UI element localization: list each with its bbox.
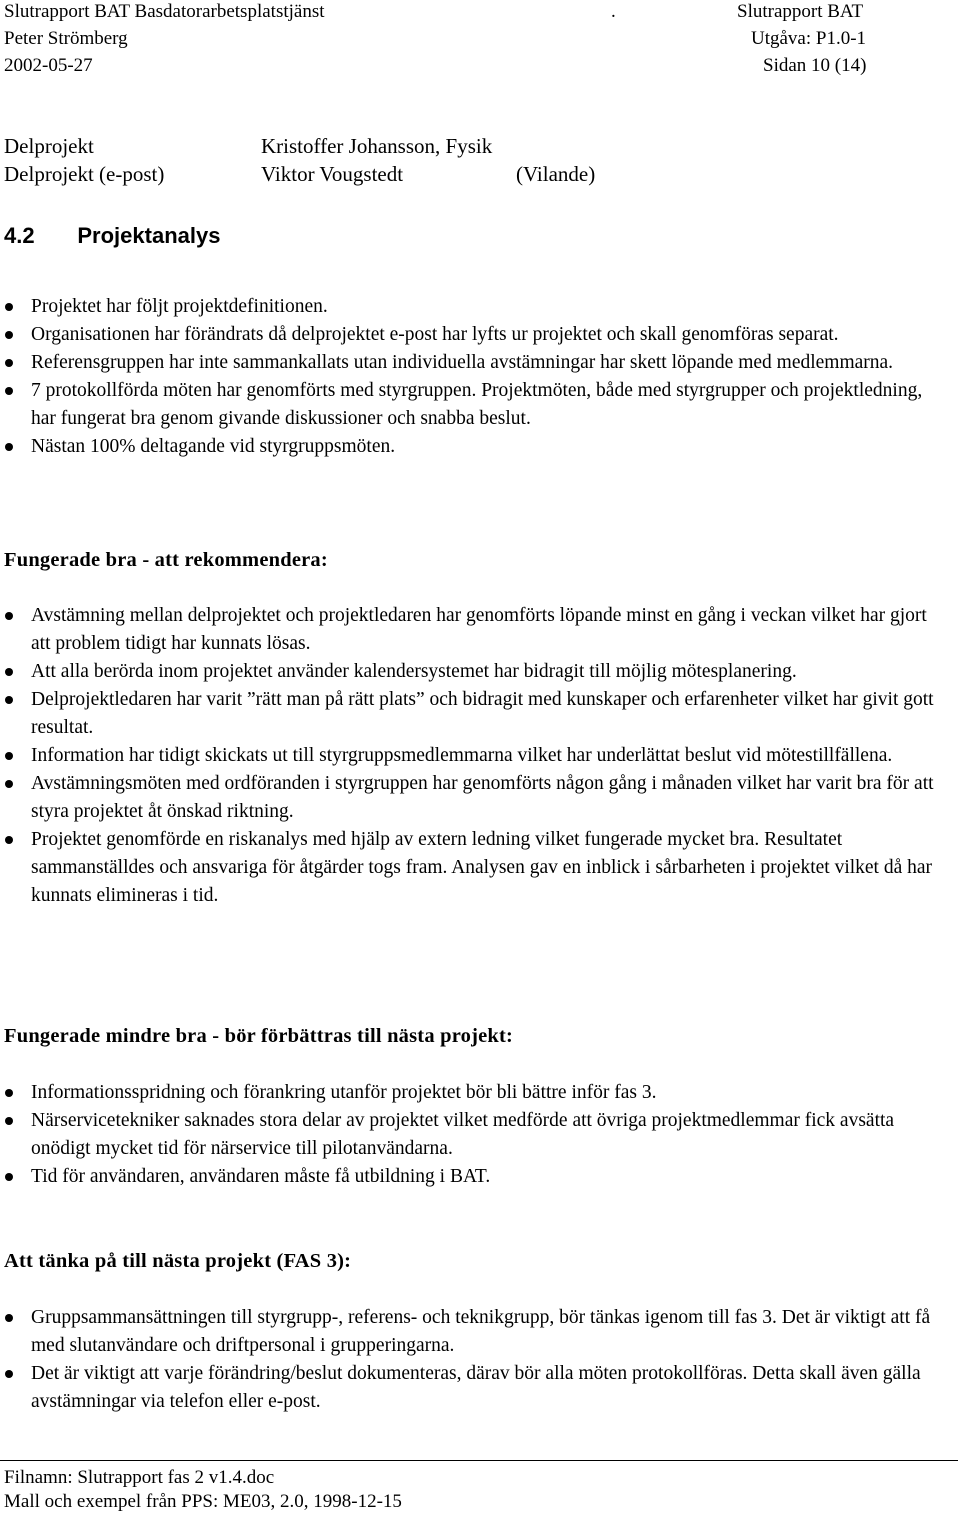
analysis-list [0,293,950,461]
list-item-text: Det är viktigt att varje förändring/beslut dokumenteras, därav bör alla möten protokollföras. Detta skall även gälla avstämningar via telefon eller e-post. [31,1363,921,1412]
next-heading: Att tänka på till nästa projekt (FAS 3): [4,1250,352,1272]
info-status-inactive: (Vilande) [516,162,596,186]
list-item-text: Tid för användaren, användaren måste få utbildning i BAT. [31,1166,491,1187]
bullet-icon [5,836,13,844]
list-item [0,293,950,321]
bullet-icon [5,359,13,367]
list-item [0,686,950,742]
bullet-icon [5,387,13,395]
section-title: 4.2 Projektanalys [4,223,221,248]
header-page-number: Sidan 10 (14) [763,55,867,76]
list-item [0,770,950,826]
bad-list [0,1079,950,1191]
header-separator: . [611,1,616,22]
bullet-icon [5,752,13,760]
list-item-text: Avstämningsmöten med ordföranden i styrgruppen har genomförts någon gång i månaden vilket har varit bra för att styra projektet åt önskad riktning. [31,773,934,822]
header-short-title: Slutrapport BAT [737,1,864,22]
footer-template-info: Mall och exempel från PPS: ME03, 2.0, 1998-12-15 [4,1491,402,1512]
bullet-icon [5,1173,13,1181]
list-item-text: Projektet genomförde en riskanalys med hjälp av extern ledning vilket fungerade mycket bra. Resultatet sammanställdes och ansvariga för åtgärder togs fram. Analysen gav en inblick i sårbarheten i projektet vilket då har kunnats elimineras i tid. [31,829,933,906]
next-list [0,1304,950,1416]
bullet-icon [5,668,13,676]
list-item [0,321,950,349]
info-label-subproject: Delprojekt [4,134,94,158]
list-item [0,826,950,910]
info-value-subproject: Kristoffer Johansson, Fysik [261,134,493,158]
header-author: Peter Strömberg [4,28,128,49]
bullet-icon [5,331,13,339]
bullet-icon [5,780,13,788]
bullet-icon [5,612,13,620]
list-item-text: Projektet har följt projektdefinitionen. [31,296,328,317]
list-item [0,602,950,658]
list-item [0,1107,950,1163]
bullet-icon [5,1089,13,1097]
bullet-icon [5,303,13,311]
list-item-text: Information har tidigt skickats ut till styrgruppsmedlemmarna vilket har underlättat beslut vid mötestillfällena. [31,745,893,766]
list-item [0,1304,950,1360]
list-item [0,742,950,770]
footer-divider [0,1460,958,1461]
list-item-text: Delprojektledaren har varit ”rätt man på rätt plats” och bidragit med kunskaper och erfarenheter vilket har givit gott resultat. [31,689,934,738]
header-date: 2002-05-27 [4,55,93,76]
bullet-icon [5,696,13,704]
list-item-text: Nästan 100% deltagande vid styrgruppsmöten. [31,436,396,457]
list-item [0,658,950,686]
list-item [0,1163,950,1191]
list-item [0,1360,950,1416]
bullet-icon [5,1370,13,1378]
bullet-icon [5,1117,13,1125]
list-item-text: Referensgruppen har inte sammankallats utan individuella avstämningar har skett löpande med medlemmarna. [31,352,894,373]
bad-heading: Fungerade mindre bra - bör förbättras till nästa projekt: [4,1025,514,1047]
list-item [0,433,950,461]
list-item-text: Att alla berörda inom projektet använder kalendersystemet har bidragit till möjlig mötesplanering. [31,661,797,682]
list-item-text: Närservicetekniker saknades stora delar av projektet vilket medförde att övriga projektmedlemmar fick avsätta onödigt mycket tid för närservice till pilotanvändarna. [31,1110,895,1159]
list-item [0,1079,950,1107]
list-item [0,377,950,433]
list-item-text: Avstämning mellan delprojektet och projektledaren har genomförts löpande minst en gång i veckan vilket har gjort att problem tidigt har kunnats lösas. [31,605,927,654]
list-item-text: 7 protokollförda möten har genomförts med styrgruppen. Projektmöten, både med styrgrupper och projektledning, har fungerat bra genom givande diskussioner och snabba beslut. [31,380,923,429]
list-item-text: Gruppsammansättningen till styrgrupp-, referens- och teknikgrupp, bör tänkas igenom till fas 3. Det är viktigt att få med slutanvändare och driftpersonal i grupperingarna. [31,1307,931,1356]
list-item-text: Organisationen har förändrats då delprojektet e-post har lyfts ur projektet och skall genomföras separat. [31,324,839,345]
footer-filename: Filnamn: Slutrapport fas 2 v1.4.doc [4,1467,275,1488]
good-heading: Fungerade bra - att rekommendera: [4,549,328,571]
header-version: Utgåva: P1.0-1 [751,28,867,49]
bullet-icon [5,443,13,451]
list-item [0,349,950,377]
info-label-subproject-email: Delprojekt (e-post) [4,162,165,186]
list-item-text: Informationsspridning och förankring utanför projektet bör bli bättre inför fas 3. [31,1082,657,1103]
bullet-icon [5,1314,13,1322]
info-value-subproject-email: Viktor Vougstedt [261,162,404,186]
header-doc-title: Slutrapport BAT Basdatorarbetsplatstjänst [4,1,325,22]
good-list [0,602,950,910]
